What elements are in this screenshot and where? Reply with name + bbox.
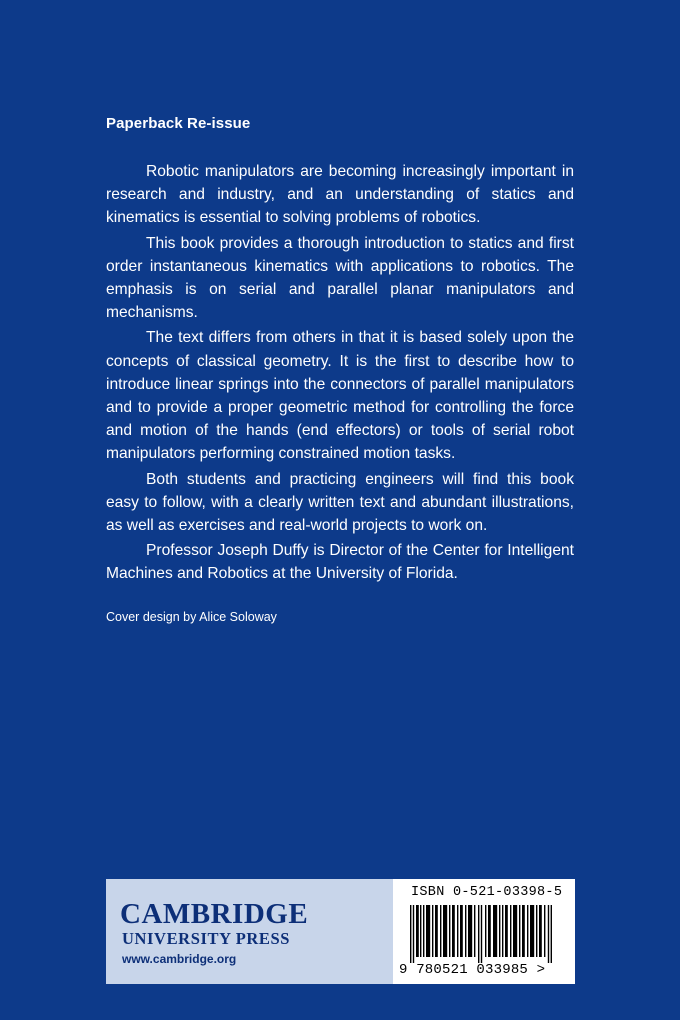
barcode-digits: 9 780521 033985 > bbox=[399, 962, 546, 978]
barcode-icon bbox=[410, 905, 552, 963]
barcode-area bbox=[393, 879, 575, 984]
publisher-name: CAMBRIDGE bbox=[120, 898, 309, 930]
cover-design-credit: Cover design by Alice Soloway bbox=[106, 610, 277, 624]
publisher-subname: UNIVERSITY PRESS bbox=[122, 929, 291, 948]
isbn-number: ISBN 0-521-03398-5 bbox=[411, 885, 563, 900]
publisher-band bbox=[106, 879, 575, 984]
blurb-paragraph-2: This book provides a thorough introduction to statics and first order instantaneous kinematics with applications to robotics. The emphasis is on serial and parallel planar manipulators and mechanisms. bbox=[106, 234, 574, 322]
blurb-paragraph-1: Robotic manipulators are becoming increasingly important in research and industry, and an understanding of statics and kinematics is essential to solving problems of robotics. bbox=[106, 163, 574, 227]
blurb-paragraph-5: Professor Joseph Duffy is Director of the Center for Intelligent Machines and Robotics at the University of Florida. bbox=[106, 542, 574, 583]
reissue-label: Paperback Re-issue bbox=[106, 115, 251, 132]
publisher-logo bbox=[120, 899, 308, 966]
blurb-paragraph-4: Both students and practicing engineers will find this book easy to follow, with a clearly written text and abundant illustrations, as well as exercises and real-world projects to work on. bbox=[106, 470, 574, 535]
publisher-url: www.cambridge.org bbox=[122, 952, 237, 966]
blurb-text bbox=[106, 160, 574, 588]
blurb-paragraph-3: The text differs from others in that it is based solely upon the concepts of classical geometry. It is the first to describe how to introduce linear springs into the connectors of parallel manipulators and to provide a proper geometric method for controlling the force and motion of the hands (end effectors) or tools of serial robot manipulators performing constrained motion tasks. bbox=[106, 329, 574, 463]
